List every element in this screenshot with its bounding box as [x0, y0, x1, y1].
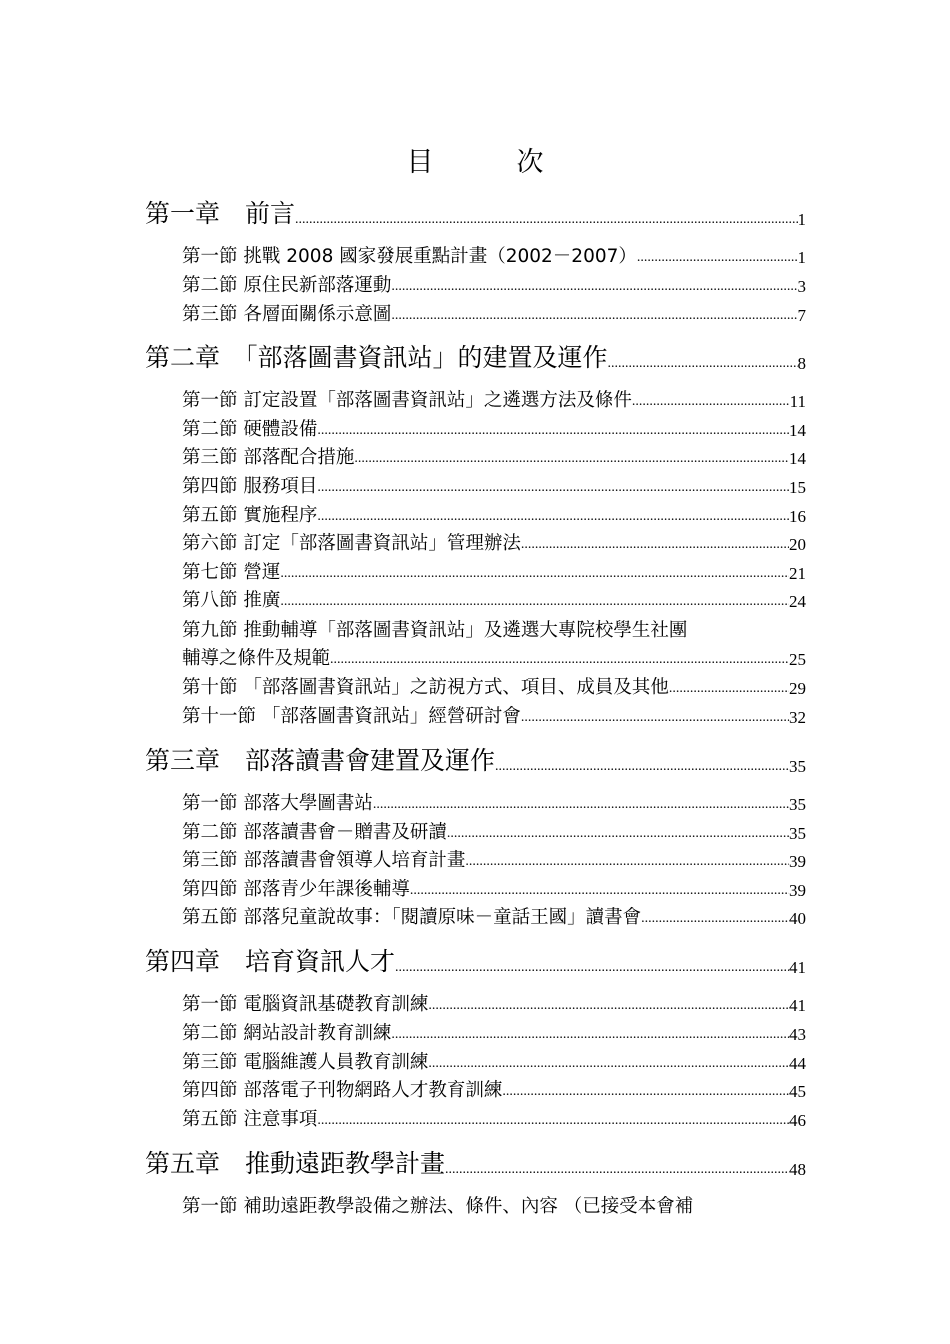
page-number: 41 [789, 958, 806, 977]
toc-section[interactable] [182, 386, 806, 412]
section-label: 第八節 推廣 [182, 590, 281, 611]
page-number: 1 [797, 210, 806, 229]
section-label: 第五節 注意事項 [182, 1109, 318, 1130]
dot-leader [373, 798, 789, 812]
section-label: 第三節 部落讀書會領導人培育計畫 [182, 850, 466, 871]
toc-section[interactable] [182, 1105, 806, 1131]
dot-leader [395, 961, 789, 975]
chapter-label: 第三章 部落讀書會建置及運作 [145, 746, 496, 775]
dot-leader [410, 884, 789, 898]
dot-leader [391, 280, 797, 294]
toc-section[interactable] [182, 990, 806, 1016]
page-number: 44 [789, 1054, 806, 1073]
toc-chapter-1[interactable] [145, 194, 806, 230]
page-number: 45 [789, 1082, 806, 1101]
page-number: 7 [797, 306, 806, 325]
dot-leader [447, 827, 789, 841]
dot-leader [428, 1057, 789, 1071]
dot-leader [445, 1163, 789, 1177]
dot-leader [295, 213, 797, 227]
section-label: 第一節 電腦資訊基礎教育訓練 [182, 994, 429, 1015]
toc-section[interactable] [182, 903, 806, 929]
section-label: 第一節 部落大學圖書站 [182, 793, 373, 814]
section-label: 第三節 部落配合措施 [182, 447, 355, 468]
page-number: 39 [789, 852, 806, 871]
page-number: 35 [789, 757, 806, 776]
toc-section[interactable] [182, 1019, 806, 1045]
section-label: 第五節 實施程序 [182, 505, 318, 526]
toc-section[interactable] [182, 242, 806, 268]
toc-chapter-2[interactable] [145, 338, 806, 374]
dot-leader [608, 357, 798, 371]
section-label: 第二節 原住民新部落運動 [182, 275, 392, 296]
dot-leader [521, 711, 789, 725]
page-number: 35 [789, 824, 806, 843]
toc-chapter-3[interactable] [145, 741, 806, 777]
dot-leader [317, 1114, 789, 1128]
toc-section[interactable] [182, 300, 806, 326]
section-label: 第十節 「部落圖書資訊站」之訪視方式、項目、成員及其他 [182, 677, 669, 698]
page-number: 14 [789, 449, 806, 468]
dot-leader [502, 1085, 789, 1099]
page-number: 1 [797, 248, 806, 267]
section-label: 第四節 部落電子刊物網路人才教育訓練 [182, 1080, 503, 1101]
dot-leader [428, 999, 789, 1013]
dot-leader [391, 309, 797, 323]
page-number: 40 [789, 909, 806, 928]
toc-section[interactable] [182, 875, 806, 901]
section-label: 第五節 部落兒童說故事：「閱讀原味－童話王國」讀書會 [182, 907, 642, 928]
toc-section[interactable] [182, 443, 806, 469]
page-number: 32 [789, 708, 806, 727]
chapter-label: 第一章 前言 [145, 199, 296, 228]
section-label: 第七節 營運 [182, 562, 281, 583]
dot-leader [495, 760, 789, 774]
page-number: 35 [789, 795, 806, 814]
page-number: 46 [789, 1111, 806, 1130]
page-number: 39 [789, 881, 806, 900]
section-label: 第二節 網站設計教育訓練 [182, 1023, 392, 1044]
toc-section[interactable] [182, 472, 806, 498]
dot-leader [391, 1028, 789, 1042]
page-number: 3 [797, 277, 806, 296]
toc-section[interactable] [182, 586, 806, 612]
section-label: 第二節 部落讀書會－贈書及研讀 [182, 822, 447, 843]
page-number: 25 [789, 650, 806, 669]
toc-section[interactable] [182, 673, 806, 699]
dot-leader [280, 567, 789, 581]
page-number: 24 [789, 592, 806, 611]
page-number: 21 [789, 564, 806, 583]
toc-section[interactable] [182, 271, 806, 297]
page-number: 20 [789, 535, 806, 554]
section-label: 第六節 訂定「部落圖書資訊站」管理辦法 [182, 533, 521, 554]
dot-leader [465, 855, 789, 869]
chapter-label: 第二章 「部落圖書資訊站」的建置及運作 [145, 343, 608, 372]
dot-leader [641, 912, 789, 926]
page-number: 15 [789, 478, 806, 497]
dot-leader [317, 424, 789, 438]
toc-section-line[interactable]: 第九節 推動輔導「部落圖書資訊站」及遴選大專院校學生社團 [182, 620, 688, 641]
page-number: 29 [789, 679, 806, 698]
dot-leader [354, 452, 789, 466]
toc-title: 目 次 [406, 147, 572, 178]
page-number: 43 [789, 1025, 806, 1044]
dot-leader [317, 481, 789, 495]
dot-leader [637, 251, 798, 265]
page-number: 48 [789, 1160, 806, 1179]
section-label: 第十一節 「部落圖書資訊站」經營研討會 [182, 706, 521, 727]
toc-section-line[interactable]: 第一節 補助遠距教學設備之辦法、條件、內容 （已接受本會補 [182, 1196, 694, 1217]
section-label: 第四節 部落青少年課後輔導 [182, 879, 410, 900]
toc-section[interactable] [182, 529, 806, 555]
toc-section[interactable] [182, 558, 806, 584]
toc-section[interactable] [182, 702, 806, 728]
page-number: 11 [789, 392, 806, 411]
chapter-label: 第五章 推動遠距教學計畫 [145, 1149, 446, 1178]
section-label: 第二節 硬體設備 [182, 419, 318, 440]
dot-leader [669, 682, 789, 696]
dot-leader [330, 653, 789, 667]
section-label: 第一節 挑戰 2008 國家發展重點計畫（2002－2007） [182, 246, 637, 267]
page-number: 8 [797, 354, 806, 373]
toc-section[interactable] [182, 1076, 806, 1102]
toc-section[interactable] [182, 644, 806, 670]
toc-section[interactable] [182, 789, 806, 815]
chapter-label: 第四章 培育資訊人才 [145, 947, 396, 976]
toc-section[interactable] [182, 501, 806, 527]
section-label: 輔導之條件及規範 [182, 648, 331, 669]
page-number: 41 [789, 996, 806, 1015]
section-label: 第三節 電腦維護人員教育訓練 [182, 1052, 429, 1073]
section-label: 第三節 各層面關係示意圖 [182, 304, 392, 325]
toc-section[interactable] [182, 1048, 806, 1074]
toc-section[interactable] [182, 415, 806, 441]
page-number: 14 [789, 421, 806, 440]
dot-leader [317, 510, 789, 524]
toc-chapter-4[interactable] [145, 942, 806, 978]
dot-leader [632, 395, 790, 409]
toc-section[interactable] [182, 846, 806, 872]
toc-chapter-5[interactable] [145, 1144, 806, 1180]
section-label: 第一節 訂定設置「部落圖書資訊站」之遴選方法及條件 [182, 390, 632, 411]
section-label: 第四節 服務項目 [182, 476, 318, 497]
toc-section[interactable] [182, 818, 806, 844]
page-number: 16 [789, 507, 806, 526]
dot-leader [280, 595, 789, 609]
dot-leader [521, 538, 789, 552]
